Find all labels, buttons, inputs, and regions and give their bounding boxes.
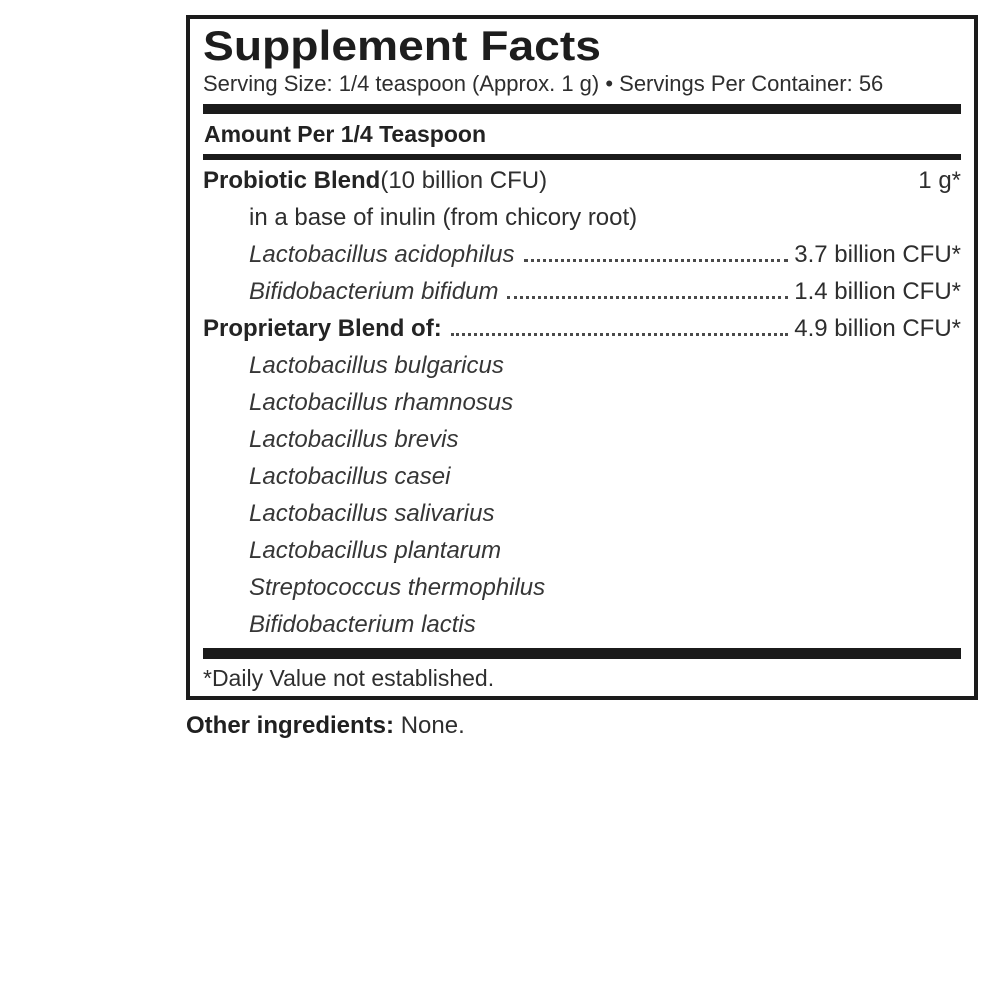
ingredient-row	[203, 532, 961, 569]
ingredient-row	[203, 495, 961, 532]
ingredient-row	[203, 569, 961, 606]
dotted-leader	[451, 333, 789, 336]
ingredient-row	[203, 347, 961, 384]
ingredient-amount: 1 g*	[918, 166, 961, 194]
serving-info: Serving Size: 1/4 teaspoon (Approx. 1 g) • Servings Per Container: 56	[203, 70, 884, 96]
ingredient-amount: 3.7 billion CFU*	[794, 240, 961, 268]
ingredient-row	[203, 606, 961, 643]
ingredient-name: Proprietary Blend of:	[203, 314, 442, 342]
other-ingredients-value: None.	[400, 712, 465, 739]
ingredient-name: Bifidobacterium bifidum	[249, 277, 499, 305]
ingredient-amount: 1.4 billion CFU*	[794, 277, 961, 305]
ingredient-name: Lactobacillus salivarius	[249, 499, 495, 527]
ingredient-name: Bifidobacterium lactis	[249, 610, 476, 638]
ingredient-name: Lactobacillus plantarum	[249, 536, 502, 564]
ingredient-row	[203, 273, 961, 310]
panel-title: Supplement Facts	[203, 22, 601, 69]
ingredient-row	[203, 236, 961, 273]
ingredient-row	[203, 162, 961, 199]
dotted-leader	[524, 259, 789, 262]
ingredient-name: Lactobacillus rhamnosus	[249, 388, 514, 416]
ingredient-row	[203, 310, 961, 347]
thick-rule-bottom	[203, 648, 961, 659]
ingredient-rows	[203, 160, 961, 643]
ingredient-name: Lactobacillus acidophilus	[249, 240, 515, 268]
amount-per-header: Amount Per 1/4 Teaspoon	[204, 120, 487, 147]
thick-rule-top	[203, 104, 961, 114]
other-ingredients	[186, 711, 465, 741]
dotted-leader	[507, 296, 788, 299]
other-ingredients-label: Other ingredients:	[186, 712, 395, 739]
ingredient-row	[203, 421, 961, 458]
ingredient-name: Lactobacillus casei	[249, 462, 451, 490]
ingredient-row	[203, 384, 961, 421]
ingredient-amount: 4.9 billion CFU*	[794, 314, 961, 342]
ingredient-name: in a base of inulin (from chicory root)	[249, 203, 638, 231]
ingredient-row	[203, 199, 961, 236]
ingredient-name: Probiotic Blend	[203, 166, 381, 194]
ingredient-qualifier: (10 billion CFU)	[380, 166, 548, 194]
ingredient-row	[203, 458, 961, 495]
supplement-facts-panel	[186, 15, 978, 700]
ingredient-name: Lactobacillus bulgaricus	[249, 351, 504, 379]
ingredient-name: Lactobacillus brevis	[249, 425, 459, 453]
daily-value-footnote: *Daily Value not established.	[203, 664, 495, 691]
ingredient-name: Streptococcus thermophilus	[249, 573, 546, 601]
